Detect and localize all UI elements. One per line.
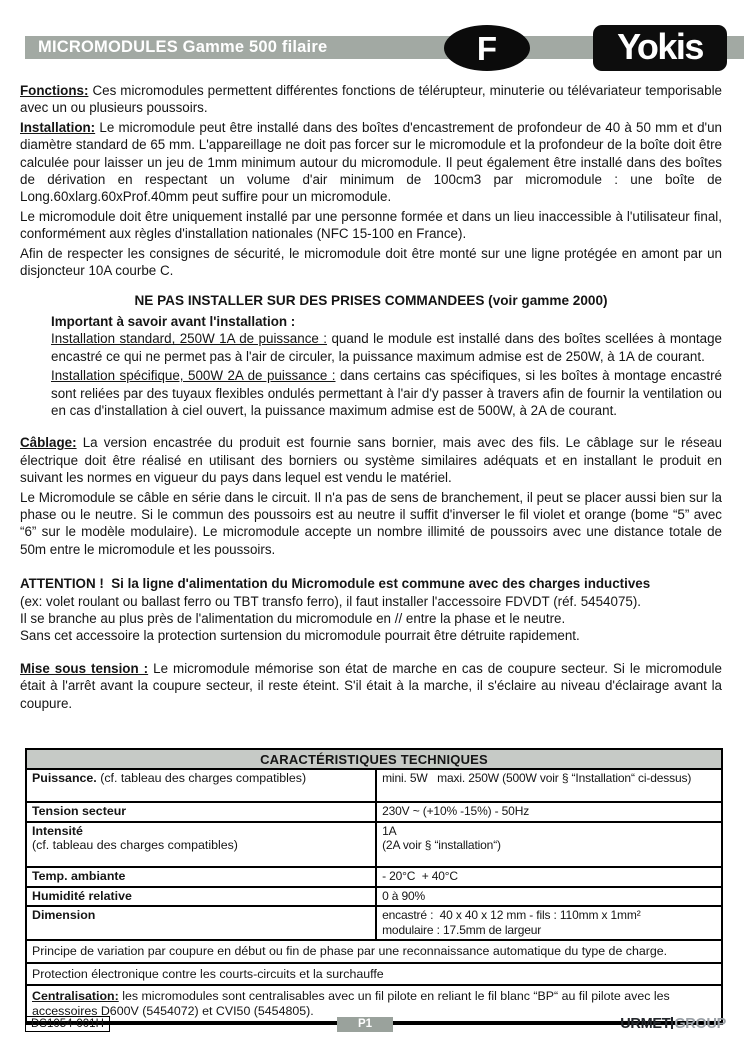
spec-row-humidite <box>26 887 722 907</box>
paragraph-fonctions <box>20 82 722 117</box>
spec-row-intensite <box>26 822 722 867</box>
mise-sous-tension-label: Mise sous tension : <box>20 660 149 676</box>
spec-row-puissance <box>26 769 722 802</box>
spec-note-protection-row <box>26 963 722 986</box>
paragraph-mise-sous-tension <box>20 660 722 712</box>
language-badge-letter: F <box>476 29 498 67</box>
specs-table <box>25 748 723 1025</box>
warning-heading: NE PAS INSTALLER SUR DES PRISES COMMANDEES (voir gamme 2000) <box>134 293 608 309</box>
cablage-label: Câblage: <box>20 435 77 451</box>
installation-standard-text: quand le module est installé dans des boîtes scellées à montage encastré ce qui ne permet pas à l'air de circuler, la puissance maximum admise est de 250W, à 1A de courant. <box>51 331 722 364</box>
spec-label-intensite-bold: Intensité <box>32 823 83 838</box>
attention-block <box>20 575 722 645</box>
spec-value-puissance: mini. 5W maxi. 250W (500W voir § “Installation“ ci-dessus) <box>376 769 722 802</box>
spec-label-intensite <box>26 822 376 867</box>
spec-label-tension <box>26 802 376 822</box>
yokis-logo <box>593 25 727 71</box>
attention-line-3: Il se branche au plus près de l'alimentation du micromodule en // entre la phase et le neutre. <box>20 610 566 626</box>
centralisation-text: les micromodules sont centralisables avec un fil pilote en reliant le fil blanc “BP“ au fil pilote avec les accessoires D600V (5454072) et CVI50 (5454805). <box>32 989 670 1018</box>
spec-label-puissance <box>26 769 376 802</box>
spec-label-humidite <box>26 887 376 907</box>
fonctions-label: Fonctions: <box>20 83 89 98</box>
group-logo-text: GROUP <box>674 1016 726 1032</box>
spec-label-tension-bold: Tension secteur <box>32 804 127 818</box>
doc-reference: DS1054-001H <box>25 1016 110 1032</box>
spec-label-puissance-bold: Puissance. <box>32 771 97 785</box>
important-heading: Important à savoir avant l'installation : <box>51 313 296 329</box>
installation-specifique-text: dans certains cas spécifiques, si les boîtes à montage encastré sont reliées par des tuyaux flexibles ondulés permettant à l'air d'y passer à travers afin de fournir la ventilation ou en cas d'installation à ciel ouvert, la puissance maximum admise est de 500W, à 2A de courant. <box>51 368 723 418</box>
paragraph-cablage <box>20 434 722 486</box>
spec-label-humidite-bold: Humidité relative <box>32 888 132 903</box>
spec-label-temperature-bold: Temp. ambiante <box>32 868 126 883</box>
spec-note-variation: Principe de variation par coupure en début ou fin de phase par une reconnaissance automatique du type de charge. <box>26 940 722 963</box>
paragraph-cablage-serie: Le Micromodule se câble en série dans le circuit. Il n'a pas de sens de branchement, il peut se placer aussi bien sur la phase ou le neutre. Si le commun des poussoirs est au neutre il suffit d'inverser le fil violet et orange (bome “5” avec “6” sur le modèle modulaire). Le micromodule accepte un nombre illimité de poussoirs avec une distance totale de 50m entre le micromodule et les poussoirs. <box>20 489 722 557</box>
spec-label-puissance-note: (cf. tableau des charges compatibles) <box>96 771 307 785</box>
spec-row-dimension <box>26 906 722 940</box>
installation-label: Installation: <box>20 119 96 135</box>
paragraph-installation-specifique <box>51 367 722 419</box>
spec-value-intensite-line1: 1A <box>382 823 397 838</box>
spec-label-intensite-note: (cf. tableau des charges compatibles) <box>32 838 238 852</box>
attention-line-2: (ex: volet roulant ou ballast ferro ou TBT transfo ferro), il faut installer l'accessoire FDVDT (réf. 5454075). <box>20 593 642 609</box>
spec-label-dimension-bold: Dimension <box>32 908 96 922</box>
cablage-text: La version encastrée du produit est fournie sans bornier, mais avec des fils. Le câblage sur le réseau électrique doit être réalisé en utilisant des borniers ou système similaires adéquats et en installant le produit en suivant les normes en vigueur du pays dans lequel est vendu le matériel. <box>20 435 722 486</box>
centralisation-label: Centralisation: <box>32 989 119 1003</box>
spec-value-tension: 230V ~ (+10% -15%) - 50Hz <box>376 802 722 822</box>
spec-note-protection: Protection électronique contre les courts-circuits et la surchauffe <box>26 963 722 986</box>
document-body <box>0 72 748 712</box>
yokis-logo-text: Yokis <box>617 25 703 67</box>
attention-line-4: Sans cet accessoire la protection surtension du micromodule pourrait être détruite rapidement. <box>20 628 580 644</box>
spec-row-temperature <box>26 867 722 887</box>
urmet-logo-text: URMET <box>620 1016 671 1032</box>
page-number-badge: P1 <box>337 1017 393 1032</box>
paragraph-installation <box>20 119 722 206</box>
spec-note-variation-row <box>26 940 722 963</box>
fonctions-text: Ces micromodules permettent différentes fonctions de télérupteur, minuterie ou télévariateur temporisable avec un ou plusieurs poussoirs. <box>20 83 722 116</box>
spec-label-temperature <box>26 867 376 887</box>
paragraph-securite: Afin de respecter les consignes de sécurité, le micromodule doit être monté sur une ligne protégée en amont par un disjoncteur 10A courbe C. <box>20 245 722 279</box>
paragraph-installation-standard <box>51 330 722 365</box>
specs-table-title: CARACTÉRISTIQUES TECHNIQUES <box>26 749 722 769</box>
page-title: MICROMODULES Gamme 500 filaire <box>38 38 328 56</box>
installation-standard-label: Installation standard, 250W 1A de puissance : <box>51 331 328 347</box>
urmet-group-logo <box>620 1016 726 1032</box>
spec-value-dimension <box>376 906 722 940</box>
spec-value-humidite: 0 à 90% <box>376 887 722 907</box>
mise-sous-tension-text: Le micromodule mémorise son état de marche en cas de coupure secteur. Si le micromodule était à l'arrêt avant la coupure secteur, il reste éteint. S'il était à la marche, il s'éclaire au niveau d'éclairage avant la coupure. <box>20 660 722 711</box>
spec-value-temperature: - 20°C + 40°C <box>376 867 722 887</box>
spec-row-tension <box>26 802 722 822</box>
installation-text: Le micromodule peut être installé dans des boîtes d'encastrement de profondeur de 40 à 50 mm et d'un diamètre standard de 65 mm. L'appareillage ne doit pas forcer sur le micromodule et la profondeur de la boîte doit être calculée pour laisser un jeu de 1mm minimum autour du micromodule. Il peut également être installé dans des boîtes de dérivation en respectant un volume d'air minimum de 100cm3 par micromodule : une boîte de Long.60xlarg.60xProf.40mm peut suffire pour un micromodule. <box>20 119 722 205</box>
spec-value-dimension-line2: modulaire : 17.5mm de largeur <box>382 922 542 937</box>
paragraph-formation: Le micromodule doit être uniquement installé par une personne formée et dans un lieu inaccessible à l'utilisateur final, conformément aux règles d'installation nationales (NFC 15-100 en France). <box>20 208 722 242</box>
spec-value-intensite-line2: (2A voir § “installation“) <box>382 838 501 852</box>
spec-value-dimension-line1: encastré : 40 x 40 x 12 mm - fils : 110mm x 1mm² <box>382 908 641 922</box>
spec-label-dimension <box>26 906 376 940</box>
page-header <box>0 0 748 72</box>
language-badge <box>444 25 530 71</box>
page-footer <box>0 1016 748 1034</box>
spec-value-intensite <box>376 822 722 867</box>
attention-line-1: ATTENTION ! Si la ligne d'alimentation du Micromodule est commune avec des charges inductives <box>20 576 651 592</box>
installation-specifique-label: Installation spécifique, 500W 2A de puissance : <box>51 368 336 384</box>
specs-table-header-row <box>26 749 722 769</box>
